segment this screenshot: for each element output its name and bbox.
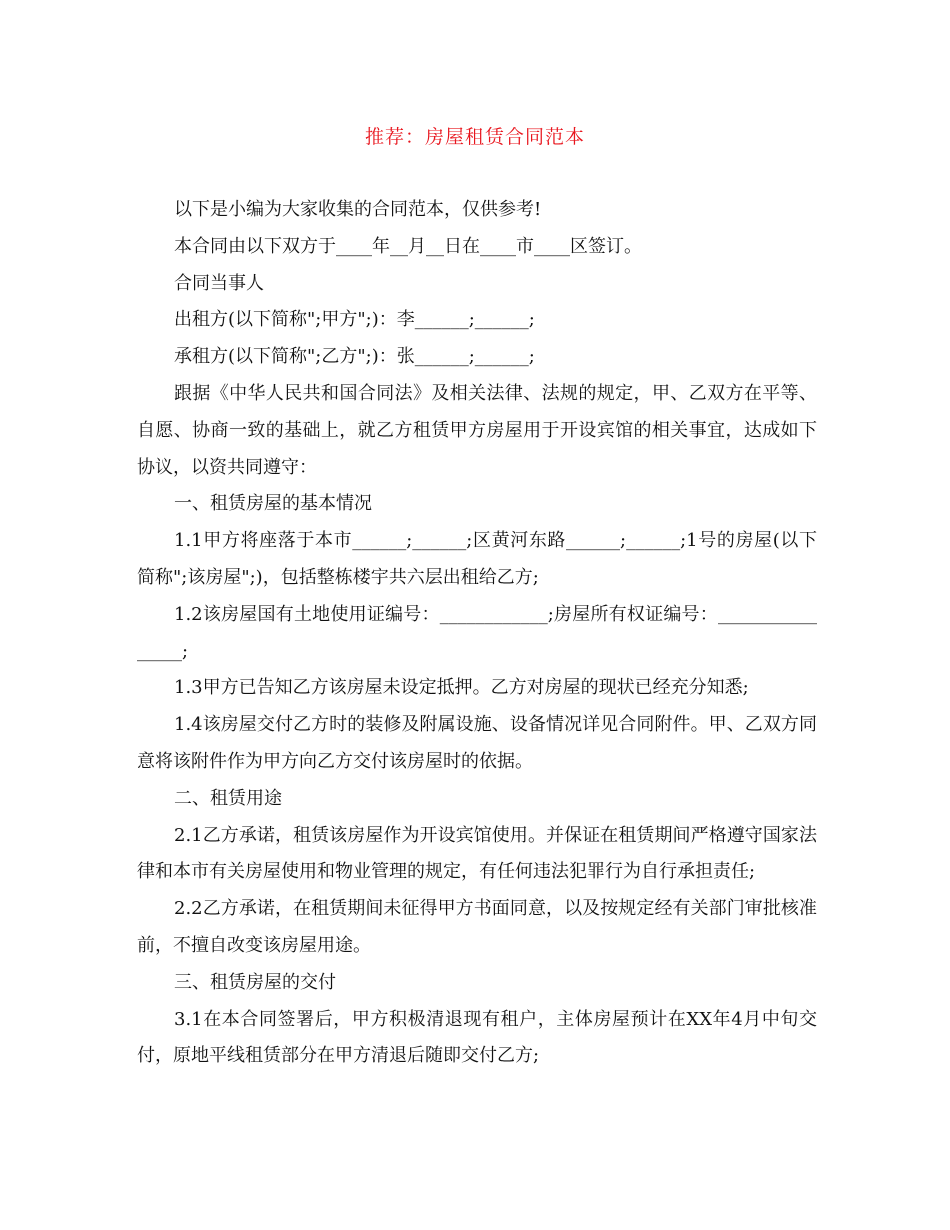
document-body	[137, 192, 817, 1075]
paragraph: 1.1甲方将座落于本市______;______;区黄河东路______;______;1号的房屋(以下简称";该房屋";)，包括整栋楼宇共六层出租给乙方;	[137, 530, 817, 588]
paragraph: 承租方(以下简称";乙方";)：张______;______;	[174, 346, 535, 368]
paragraph: 3.1在本合同签署后，甲方积极清退现有租户，主体房屋预计在XX年4月中旬交付，原地平线租赁部分在甲方清退后随即交付乙方;	[137, 1008, 817, 1067]
section-heading: 二、租赁用途	[174, 787, 282, 809]
paragraph: 跟据《中华人民共和国合同法》及相关法律、法规的规定，甲、乙双方在平等、自愿、协商一致的基础上，就乙方租赁甲方房屋用于开设宾馆的相关事宜，达成如下协议，以资共同遵守：	[137, 382, 817, 478]
paragraph: 出租方(以下简称";甲方";)：李______;______;	[174, 309, 535, 331]
section-heading: 三、租赁房屋的交付	[174, 971, 336, 993]
paragraph: 2.1乙方承诺，租赁该房屋作为开设宾馆使用。并保证在租赁期间严格遵守国家法律和本市有关房屋使用和物业管理的规定，有任何违法犯罪行为自行承担责任;	[137, 824, 817, 883]
page-title: 推荐：房屋租赁合同范本	[364, 126, 585, 148]
paragraph: 1.3甲方已告知乙方该房屋未设定抵押。乙方对房屋的现状已经充分知悉;	[174, 677, 749, 699]
paragraph: 2.2乙方承诺，在租赁期间未征得甲方书面同意，以及按规定经有关部门审批核准前，不擅自改变该房屋用途。	[137, 898, 817, 956]
paragraph: 以下是小编为大家收集的合同范本，仅供参考!	[174, 199, 542, 220]
paragraph: 合同当事人	[174, 272, 264, 294]
paragraph: 1.2该房屋国有土地使用证编号：____________;房屋所有权证编号：________________;	[137, 603, 817, 662]
section-heading: 一、租赁房屋的基本情况	[174, 493, 372, 515]
paragraph: 本合同由以下双方于____年__月__日在____市____区签订。	[174, 235, 642, 257]
paragraph: 1.4该房屋交付乙方时的装修及附属设施、设备情况详见合同附件。甲、乙双方同意将该附件作为甲方向乙方交付该房屋时的依据。	[137, 714, 817, 772]
